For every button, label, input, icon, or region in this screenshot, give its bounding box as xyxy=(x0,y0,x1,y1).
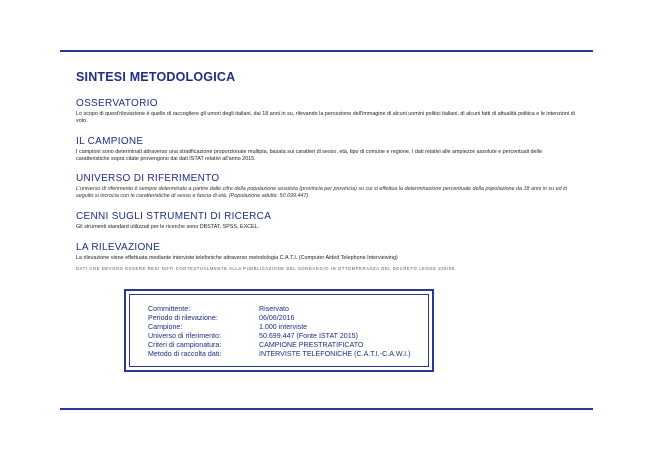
summary-label: Universo di riferimento: xyxy=(148,332,221,340)
summary-value: Riservato xyxy=(259,305,289,313)
section-text: Lo scopo di quest'rilevazione è quello di raccogliere gli umori degli italiani, dai 18 anni in su, rilevando la percezione dell'immagine di alcuni uomini politici italiani, di alcuni fatti di attualità politica e le intenzioni di voto. xyxy=(76,111,575,125)
page-title: SINTESI METODOLOGICA xyxy=(76,70,236,84)
summary-label: Campione: xyxy=(148,323,183,331)
bottom-divider xyxy=(60,408,593,410)
summary-box xyxy=(124,289,434,372)
section-text: I campioni sono determinati attraverso una stratificazione proporzionale multipla, basata sui caratteri di sesso, età, tipo di comune e regione. I dati relativi alle ampiezze assolute e percentuali delle caratteristiche sopra citate provengono dai dati ISTAT relativi all'anno 2015. xyxy=(76,149,542,163)
summary-label: Metodo di raccolta dati: xyxy=(148,350,222,358)
section-strumenti xyxy=(76,211,576,231)
section-heading: UNIVERSO DI RIFERIMENTO xyxy=(76,173,220,184)
legal-note: DATI CHE DEVONO ESSERE RESI NOTI CONTESTUALMENTE ALLA PUBBLICAZIONE DEL SONDAGGIO IN OTTEMPERANZA DEL DECRETO LEGGE 228/98. xyxy=(76,266,457,271)
summary-value: 06/06/2016 xyxy=(259,314,295,322)
section-heading: OSSERVATORIO xyxy=(76,98,158,109)
section-heading: CENNI SUGLI STRUMENTI DI RICERCA xyxy=(76,211,272,222)
section-rilevazione xyxy=(76,242,576,262)
summary-value: INTERVISTE TELEFONICHE (C.A.T.I.-C.A.W.I.) xyxy=(259,350,411,358)
summary-value: CAMPIONE PRESTRATIFICATO xyxy=(259,341,364,349)
section-heading: LA RILEVAZIONE xyxy=(76,242,161,253)
summary-value: 1.000 interviste xyxy=(259,323,308,331)
section-text: L'universo di riferimento è sempre determinato a partire dalle cifre della popolazione assoluta (provincia per provincia) su cui si effettua la determinazione percentuale della popolazione da 18 anni in su ed in seguito si incrocia con le caratteristiche di sesso e fascia di età. (Popolazione adulta: 50.699.447) xyxy=(76,186,568,200)
summary-value: 50.699.447 (Fonte ISTAT 2015) xyxy=(259,332,358,340)
section-osservatorio xyxy=(76,98,576,126)
summary-label: Periodo di rilevazione: xyxy=(148,314,218,322)
top-divider xyxy=(60,50,593,52)
section-heading: IL CAMPIONE xyxy=(76,136,144,147)
section-text: Gli strumenti standard utilizzati per le ricerche sono DBSTAT, SPSS, EXCEL. xyxy=(76,224,260,230)
summary-label: Criteri di campionatura: xyxy=(148,341,222,349)
section-universo xyxy=(76,173,576,201)
section-text: La rilevazione viene effettuata mediante interviste telefoniche attraverso metodologia C.A.T.I. (Computer Aided Telephone Interviewing) xyxy=(76,255,398,261)
section-campione xyxy=(76,136,576,164)
summary-label: Committente: xyxy=(148,305,191,313)
